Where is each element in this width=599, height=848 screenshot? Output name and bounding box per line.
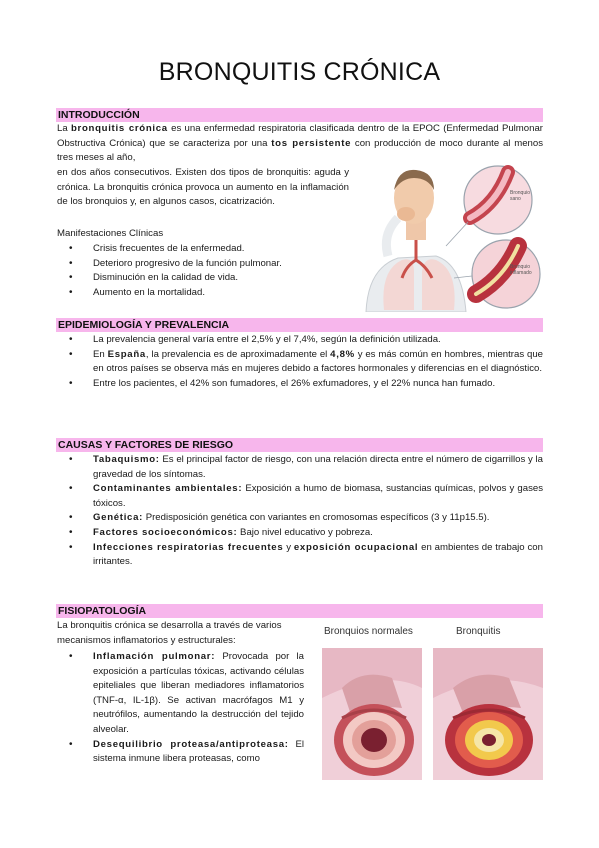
- section-heading-causas: CAUSAS Y FACTORES DE RIESGO: [56, 438, 543, 452]
- intro-paragraph-2: en dos años consecutivos. Existen dos tipos de bronquitis: aguda y crónica. La bronquitis crónica provoca un aumento en la inflamación de los bronquios y, en algunos casos, cicatrización.: [57, 167, 349, 208]
- epidemiologia-list: [57, 333, 543, 391]
- manifestaciones-list: [57, 242, 349, 300]
- term-contaminantes: Contaminantes ambientales:: [93, 483, 243, 495]
- text-run: En: [93, 348, 108, 360]
- text-run: Es el principal factor de riesgo, con una relación directa entre el número de cigarrillos y la gravedad de los síntomas.: [93, 454, 543, 480]
- list-item: [57, 738, 304, 767]
- list-item: • Disminución en la calidad de vida.: [57, 271, 349, 286]
- text-run: con producción de moco durante al menos tres meses al año,: [57, 137, 543, 164]
- term-infecciones: Infecciones respiratorias frecuentes: [93, 541, 284, 553]
- list-item: [57, 526, 543, 541]
- text-run: Provocada por la exposición a partículas tóxicas, activando células epiteliales que liberan mediadores inflamatorios (TNF-α, IL-1β). Se activan macrófagos M1 y neutrófilos, aumentando la destrucción del tejido alveolar.: [93, 651, 304, 735]
- term-inflamacion-pulmonar: Inflamación pulmonar:: [93, 651, 216, 662]
- manifestaciones-label: Manifestaciones Clínicas: [57, 228, 164, 239]
- list-item: [57, 482, 543, 511]
- list-item: • Deterioro progresivo de la función pulmonar.: [57, 257, 349, 272]
- figure-label-bronquio-inflamado: Bronquio inflamado: [510, 264, 532, 276]
- causas-list: [57, 453, 543, 570]
- term-factores-socioeconomicos: Factores socioeconómicos:: [93, 526, 238, 538]
- list-item: [57, 541, 543, 570]
- section-heading-intro: INTRODUCCIÓN: [56, 108, 543, 122]
- bronchitis-patient-illustration: [358, 160, 544, 312]
- text-run: y: [283, 541, 294, 553]
- term-bronquitis-cronica: bronquitis crónica: [70, 123, 168, 134]
- text-run: y es más común en hombres, mientras que en otros países se observa más en mujeres debido a factores hormonales y diferencias en el diagnóstico.: [93, 348, 543, 375]
- term-prevalencia-espana: 4,8%: [330, 348, 355, 360]
- fisio-intro: La bronquitis crónica se desarrolla a través de varios mecanismos inflamatorios y estructurales:: [57, 620, 282, 646]
- text-run: es una enfermedad respiratoria clasificada dentro de la EPOC (Enfermedad Pulmonar Obstructiva Crónica) que se caracteriza por una: [57, 123, 543, 149]
- list-item: [57, 348, 543, 377]
- list-item: [57, 453, 543, 482]
- text-run: El sistema inmune libera proteasas, como: [93, 738, 304, 765]
- list-item: [57, 511, 543, 526]
- list-item: • Crisis frecuentes de la enfermedad.: [57, 242, 349, 257]
- term-tabaquismo: Tabaquismo:: [93, 454, 160, 465]
- section-heading-epidemiologia: EPIDEMIOLOGÍA Y PREVALENCIA: [56, 318, 543, 332]
- text-run: La: [57, 123, 71, 134]
- text-run: Predisposición genética con variantes en cromosomas específicos (3 y 11p15.5).: [143, 512, 490, 524]
- figure-caption-bronquios-normales: Bronquios normales: [324, 626, 413, 637]
- figure-caption-bronquitis: Bronquitis: [456, 626, 501, 637]
- normal-bronchus-illustration: [322, 648, 422, 780]
- fisio-list: [57, 650, 304, 767]
- text-run: Exposición a humo de biomasa, sustancias químicas, polvos y gases tóxicos.: [93, 483, 544, 509]
- term-tos-persistente: tos persistente: [271, 137, 352, 149]
- term-espana: España: [107, 348, 146, 360]
- page-title: BRONQUITIS CRÓNICA: [158, 58, 441, 86]
- text-run: en ambientes de trabajo con irritantes.: [93, 541, 543, 568]
- section-heading-fisiopatologia: FISIOPATOLOGÍA: [56, 604, 543, 618]
- term-exposicion-ocupacional: exposición ocupacional: [293, 541, 419, 553]
- figure-label-bronquio-sano: Bronquio sano: [510, 190, 531, 202]
- text-run: Bajo nivel educativo y pobreza.: [237, 526, 373, 538]
- bronchitis-illustration: [433, 648, 543, 780]
- text-run: , la prevalencia es de aproximadamente el: [145, 348, 331, 360]
- list-item: • Aumento en la mortalidad.: [57, 286, 349, 301]
- list-item: • Entre los pacientes, el 42% son fumadores, el 26% exfumadores, y el 22% nunca han fumado.: [57, 377, 543, 392]
- term-genetica: Genética:: [93, 512, 144, 524]
- list-item: • La prevalencia general varía entre el 2,5% y el 7,4%, según la definición utilizada.: [57, 333, 543, 348]
- list-item: [57, 650, 304, 738]
- term-desequilibrio-proteasa: Desequilibrio proteasa/antiproteasa:: [93, 738, 289, 750]
